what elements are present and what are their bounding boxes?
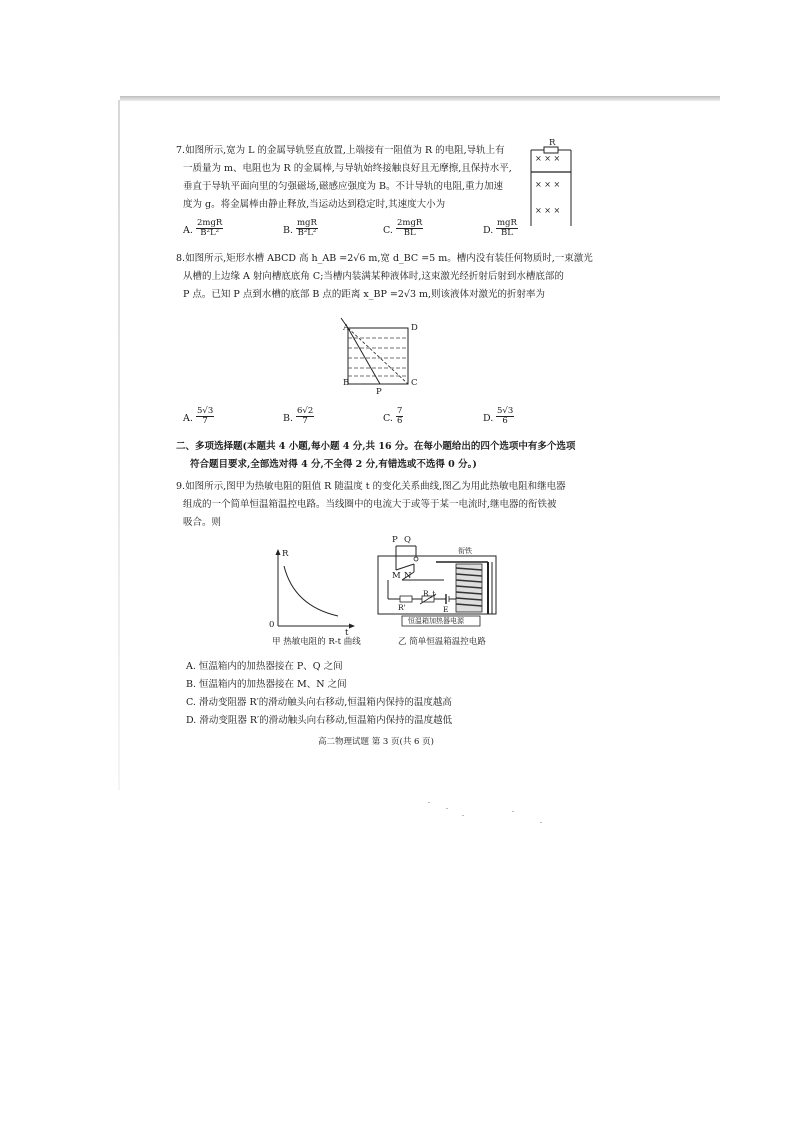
q8-label-B: B bbox=[343, 378, 350, 388]
q7-option-B-den: B²L² bbox=[297, 228, 317, 238]
q7-option-C-label: C. bbox=[383, 225, 393, 236]
q9-option-D: D. 滑动变阻器 R′的滑动触头向右移动,恒温箱内保持的温度越低 bbox=[186, 715, 453, 726]
q9-circuit-Q: Q bbox=[404, 535, 411, 545]
q7-option-D-den: BL bbox=[501, 228, 513, 238]
q8-label-C: C bbox=[411, 378, 418, 388]
scan-speck bbox=[462, 815, 464, 816]
q9-line2: 组成的一个简单恒温箱温控电路。当线圈中的电流大于或等于某一电流时,继电器的衔铁被 bbox=[183, 499, 557, 510]
q8-option-B-label: B. bbox=[283, 413, 294, 424]
q9-circuit-M: M bbox=[392, 571, 401, 581]
q9-option-B: B. 恒温箱内的加热器接在 M、N 之间 bbox=[186, 679, 347, 690]
q9-graph-origin: 0 bbox=[269, 620, 275, 630]
q9-circuit-P: P bbox=[392, 535, 398, 545]
scan-speck bbox=[540, 822, 542, 823]
q8-label-P: P bbox=[376, 387, 382, 397]
q7-option-A-den: B²L² bbox=[200, 228, 220, 238]
q7-field-row-3: × × × bbox=[535, 206, 561, 215]
q9-option-C: C. 滑动变阻器 R′的滑动触头向右移动,恒温箱内保持的温度越高 bbox=[186, 697, 452, 708]
q8-option-C-den: 6 bbox=[397, 416, 403, 426]
q7-option-C-fraction bbox=[396, 219, 423, 238]
q9-circuit-armature-label: 衔铁 bbox=[458, 547, 472, 555]
q9-line3: 吸合。则 bbox=[183, 517, 222, 528]
q8-option-B-fraction bbox=[296, 407, 314, 426]
q9-circuit-E: E bbox=[443, 605, 449, 614]
q8-label-D: D bbox=[411, 323, 418, 333]
q9-circuit-Rprime: R' bbox=[398, 603, 406, 612]
q7-option-B-num: mgR bbox=[297, 218, 317, 228]
q8-label-A: A bbox=[343, 323, 350, 333]
q8-option-B-num: 6√2 bbox=[297, 406, 314, 416]
q7-field-row-1: × × × bbox=[535, 154, 561, 163]
q7-option-A-num: 2mgR bbox=[197, 218, 223, 228]
q8-line2: 从槽的上边缘 A 射向槽底底角 C;当槽内装满某种液体时,这束激光经折射后射到水槽底部的 bbox=[183, 271, 564, 282]
q9-option-A: A. 恒温箱内的加热器接在 P、Q 之间 bbox=[186, 661, 343, 672]
q8-option-D-label: D. bbox=[483, 413, 494, 424]
q7-line2: 一质量为 m、电阻也为 R 的金属棒,与导轨始终接触良好且无摩擦,且保持水平, bbox=[183, 163, 512, 174]
scan-speck bbox=[428, 802, 430, 803]
q8-line1: 8.如图所示,矩形水槽 ABCD 高 h_AB =2√6 m,宽 d_BC =5 m。槽内没有装任何物质时,一束激光 bbox=[176, 253, 593, 264]
q7-option-A-label: A. bbox=[183, 225, 193, 236]
q9-circuit-caption: 乙 简单恒温箱温控电路 bbox=[398, 637, 486, 647]
q7-line3: 垂直于导轨平面向里的匀强磁场,磁感应强度为 B。不计导轨的电阻,重力加速 bbox=[183, 181, 504, 192]
scan-speck bbox=[446, 808, 448, 809]
q8-option-C-fraction bbox=[396, 407, 403, 426]
q9-graph-ylabel: R bbox=[282, 549, 289, 559]
q7-option-A-fraction bbox=[196, 219, 223, 238]
q7-option-C-den: BL bbox=[403, 228, 416, 238]
q8-option-C-num: 7 bbox=[397, 406, 403, 416]
q9-graph-xlabel: t bbox=[345, 628, 349, 638]
q7-option-D-num: mgR bbox=[497, 218, 517, 228]
q9-circuit-heater-supply-label: 恒温箱加热器电源 bbox=[408, 617, 464, 625]
q7-option-B-fraction bbox=[296, 219, 318, 238]
q7-option-D-label: D. bbox=[483, 225, 494, 236]
scan-speck bbox=[512, 811, 514, 812]
q9-line1: 9.如图所示,图甲为热敏电阻的阻值 R 随温度 t 的变化关系曲线,图乙为用此热敏电阻和继电器 bbox=[176, 481, 566, 492]
q8-line3: P 点。已知 P 点到水槽的底部 B 点的距离 x_BP =2√3 m,则该液体对激光的折射率为 bbox=[183, 289, 546, 300]
scan-left-edge bbox=[118, 100, 120, 790]
scan-top-edge bbox=[120, 96, 720, 101]
section2-heading-line2: 符合题目要求,全部选对得 4 分,不全得 2 分,有错选或不选得 0 分。) bbox=[190, 459, 477, 470]
q8-option-D-fraction bbox=[496, 407, 514, 426]
section2-heading-line1: 二、多项选择题(本题共 4 小题,每小题 4 分,共 16 分。在每小题给出的四个选项中有多个选项 bbox=[176, 441, 576, 452]
q8-option-D-den: 6 bbox=[502, 416, 508, 426]
q8-option-A-den: 7 bbox=[202, 416, 208, 426]
q8-option-B-den: 7 bbox=[302, 416, 308, 426]
q9-graph-caption: 甲 热敏电阻的 R-t 曲线 bbox=[272, 637, 361, 647]
q8-option-A-num: 5√3 bbox=[197, 406, 214, 416]
q7-option-B-label: B. bbox=[283, 225, 294, 236]
q8-option-D-num: 5√3 bbox=[497, 406, 514, 416]
q8-option-A-label: A. bbox=[183, 413, 193, 424]
q7-option-C-num: 2mgR bbox=[397, 218, 423, 228]
q7-field-row-2: × × × bbox=[535, 180, 561, 189]
q9-circuit-N: N bbox=[404, 571, 412, 581]
q9-circuit-Rt: R_t bbox=[423, 589, 436, 598]
q7-line1: 7.如图所示,宽为 L 的金属导轨竖直放置,上端接有一阻值为 R 的电阻,导轨上有 bbox=[176, 145, 505, 156]
q8-option-C-label: C. bbox=[383, 413, 393, 424]
page-footer: 高二物理试题 第 3 页(共 6 页) bbox=[318, 737, 434, 747]
q8-option-A-fraction bbox=[196, 407, 214, 426]
q7-fig-R-label: R bbox=[549, 138, 556, 148]
q7-line4: 度为 g。将金属棒由静止释放,当运动达到稳定时,其速度大小为 bbox=[183, 199, 446, 210]
q7-option-D-fraction bbox=[496, 219, 518, 238]
